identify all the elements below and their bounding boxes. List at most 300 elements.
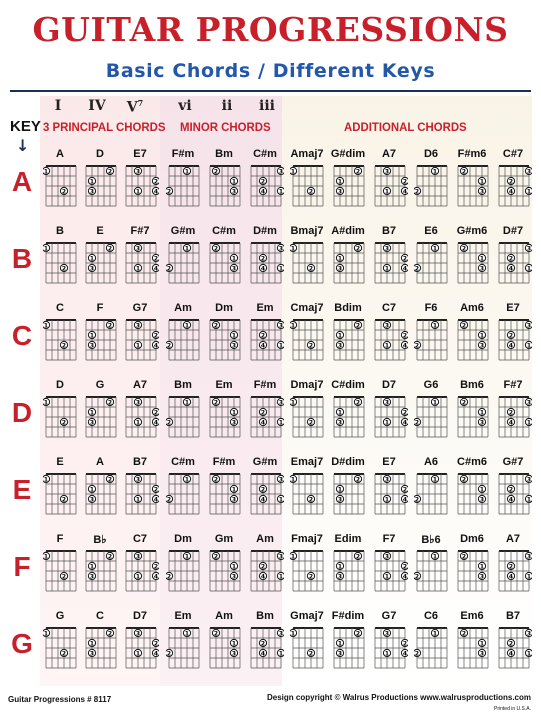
- svg-text:3: 3: [479, 419, 485, 427]
- svg-text:1: 1: [290, 168, 296, 176]
- svg-text:4: 4: [153, 342, 159, 350]
- chord-name-csharpdim: C#dim: [331, 379, 365, 391]
- svg-text:3: 3: [384, 245, 390, 253]
- svg-text:1: 1: [432, 322, 438, 330]
- svg-text:2: 2: [213, 322, 219, 330]
- chord-name-dm: Dm: [215, 302, 233, 314]
- svg-text:2: 2: [61, 188, 67, 196]
- chord-diagram: [123, 316, 159, 366]
- chord-name-d7: D7: [381, 379, 397, 391]
- chord-diagram: [248, 316, 284, 366]
- svg-text:1: 1: [184, 630, 190, 638]
- svg-text:1: 1: [278, 573, 284, 581]
- chord-diagram: [207, 162, 243, 212]
- svg-text:3: 3: [384, 168, 390, 176]
- svg-text:2: 2: [355, 553, 361, 561]
- svg-text:3: 3: [384, 476, 390, 484]
- svg-text:1: 1: [135, 265, 141, 273]
- chord-name-gm: Gm: [214, 533, 234, 545]
- svg-text:3: 3: [231, 342, 237, 350]
- svg-text:1: 1: [290, 245, 296, 253]
- svg-text:1: 1: [135, 188, 141, 196]
- svg-text:3: 3: [231, 573, 237, 581]
- svg-text:4: 4: [402, 265, 408, 273]
- svg-text:4: 4: [402, 650, 408, 658]
- svg-text:2: 2: [107, 168, 113, 176]
- svg-text:2: 2: [107, 476, 113, 484]
- svg-text:3: 3: [135, 245, 141, 253]
- svg-text:3: 3: [479, 496, 485, 504]
- svg-text:1: 1: [135, 342, 141, 350]
- roman-ii: ii: [221, 98, 233, 114]
- svg-text:4: 4: [508, 342, 514, 350]
- svg-text:2: 2: [414, 342, 420, 350]
- svg-text:2: 2: [153, 486, 159, 494]
- chord-name-g: G: [95, 379, 105, 391]
- svg-text:1: 1: [135, 496, 141, 504]
- svg-text:2: 2: [461, 630, 467, 638]
- svg-text:4: 4: [402, 188, 408, 196]
- svg-text:1: 1: [278, 650, 284, 658]
- svg-text:2: 2: [461, 476, 467, 484]
- svg-text:3: 3: [135, 322, 141, 330]
- svg-text:1: 1: [432, 630, 438, 638]
- svg-text:2: 2: [308, 188, 314, 196]
- chord-name-am: Am: [256, 533, 274, 545]
- additional-chords-heading: ADDITIONAL CHORDS: [344, 120, 467, 134]
- svg-text:2: 2: [461, 168, 467, 176]
- svg-text:2: 2: [260, 332, 266, 340]
- svg-text:1: 1: [384, 573, 390, 581]
- svg-text:3: 3: [89, 419, 95, 427]
- svg-text:1: 1: [278, 419, 284, 427]
- svg-text:2: 2: [166, 342, 172, 350]
- svg-text:2: 2: [402, 332, 408, 340]
- svg-text:1: 1: [89, 486, 95, 494]
- svg-text:1: 1: [337, 563, 343, 571]
- chord-diagram: [496, 316, 532, 366]
- svg-text:1: 1: [135, 573, 141, 581]
- chord-name-gsharpm: G#m: [170, 225, 196, 237]
- svg-text:2: 2: [61, 650, 67, 658]
- chord-diagram: [43, 547, 79, 597]
- chord-diagram: [207, 393, 243, 443]
- svg-text:2: 2: [414, 419, 420, 427]
- svg-text:1: 1: [278, 342, 284, 350]
- svg-text:1: 1: [43, 553, 49, 561]
- svg-text:2: 2: [260, 409, 266, 417]
- poster-subtitle: Basic Chords / Different Keys: [105, 60, 436, 82]
- chord-diagram: [290, 162, 326, 212]
- svg-text:1: 1: [526, 342, 532, 350]
- svg-text:2: 2: [166, 573, 172, 581]
- svg-text:1: 1: [290, 322, 296, 330]
- chord-diagram: [331, 239, 367, 289]
- chord-diagram: [166, 393, 202, 443]
- svg-text:1: 1: [432, 399, 438, 407]
- svg-text:3: 3: [135, 399, 141, 407]
- svg-text:2: 2: [508, 563, 514, 571]
- svg-text:3: 3: [337, 265, 343, 273]
- chord-diagram: [372, 162, 408, 212]
- chord-name-e7: E7: [382, 456, 396, 468]
- chord-name-g6: G6: [423, 379, 439, 391]
- svg-text:3: 3: [384, 399, 390, 407]
- svg-text:3: 3: [89, 573, 95, 581]
- svg-text:3: 3: [479, 265, 485, 273]
- svg-text:1: 1: [290, 553, 296, 561]
- chord-diagram: [455, 393, 491, 443]
- svg-text:3: 3: [135, 476, 141, 484]
- svg-text:2: 2: [166, 265, 172, 273]
- svg-text:1: 1: [432, 168, 438, 176]
- chord-name-f7: F7: [382, 533, 396, 545]
- chord-diagram: [496, 470, 532, 520]
- key-letter-c: C: [11, 320, 33, 351]
- key-letter-b: B: [11, 243, 33, 274]
- svg-text:1: 1: [43, 245, 49, 253]
- chord-name-csharpm: C#m: [212, 225, 236, 237]
- svg-text:2: 2: [213, 168, 219, 176]
- svg-text:1: 1: [526, 496, 532, 504]
- chord-diagram: [83, 239, 119, 289]
- svg-text:3: 3: [337, 496, 343, 504]
- svg-text:3: 3: [135, 630, 141, 638]
- chord-name-fsharpm6: F#m6: [457, 148, 487, 160]
- chord-diagram: [372, 393, 408, 443]
- svg-text:2: 2: [414, 265, 420, 273]
- chord-name-a6: A6: [423, 456, 439, 468]
- chord-diagram: [166, 162, 202, 212]
- svg-text:4: 4: [153, 573, 159, 581]
- svg-text:1: 1: [43, 630, 49, 638]
- svg-text:3: 3: [278, 553, 284, 561]
- svg-text:1: 1: [184, 168, 190, 176]
- chord-name-d: D: [56, 379, 64, 391]
- svg-text:2: 2: [402, 486, 408, 494]
- chord-diagram: [207, 624, 243, 674]
- svg-text:1: 1: [89, 640, 95, 648]
- svg-text:3: 3: [526, 476, 532, 484]
- chord-diagram: [248, 239, 284, 289]
- svg-text:2: 2: [508, 255, 514, 263]
- chord-diagram: [166, 624, 202, 674]
- chord-diagram: [83, 316, 119, 366]
- svg-text:2: 2: [213, 630, 219, 638]
- svg-text:2: 2: [213, 476, 219, 484]
- roman-v7: $V^7$: [126, 98, 144, 116]
- svg-text:1: 1: [231, 640, 237, 648]
- svg-text:2: 2: [308, 650, 314, 658]
- chord-name-gsharpm6: G#m6: [456, 225, 488, 237]
- svg-text:2: 2: [308, 419, 314, 427]
- chord-name-fsharpm: F#m: [171, 148, 195, 160]
- svg-text:2: 2: [355, 322, 361, 330]
- svg-text:2: 2: [213, 245, 219, 253]
- svg-text:4: 4: [508, 419, 514, 427]
- svg-text:4: 4: [508, 496, 514, 504]
- svg-text:2: 2: [166, 650, 172, 658]
- svg-text:3: 3: [384, 630, 390, 638]
- chord-diagram: [372, 239, 408, 289]
- chord-name-edim: Edim: [334, 533, 362, 545]
- svg-text:2: 2: [308, 265, 314, 273]
- svg-text:3: 3: [231, 265, 237, 273]
- chord-diagram: [455, 470, 491, 520]
- svg-text:4: 4: [508, 265, 514, 273]
- svg-text:4: 4: [402, 496, 408, 504]
- chord-name-c6: C6: [423, 610, 439, 622]
- chord-diagram: [123, 470, 159, 520]
- chord-name-fsharpm: F#m: [253, 379, 277, 391]
- svg-text:2: 2: [402, 409, 408, 417]
- svg-text:3: 3: [278, 322, 284, 330]
- svg-text:2: 2: [153, 255, 159, 263]
- svg-text:1: 1: [384, 496, 390, 504]
- svg-text:2: 2: [260, 640, 266, 648]
- chord-name-b7: B7: [505, 610, 521, 622]
- chord-diagram: [455, 624, 491, 674]
- chord-diagram: [248, 162, 284, 212]
- svg-text:3: 3: [384, 553, 390, 561]
- chord-name-c: C: [96, 610, 104, 622]
- chord-diagram: [166, 316, 202, 366]
- svg-text:4: 4: [153, 265, 159, 273]
- svg-text:3: 3: [89, 188, 95, 196]
- svg-text:2: 2: [402, 255, 408, 263]
- chord-name-am6: Am6: [460, 302, 484, 314]
- svg-text:1: 1: [384, 265, 390, 273]
- chord-diagram: [43, 162, 79, 212]
- svg-text:2: 2: [61, 419, 67, 427]
- svg-text:1: 1: [526, 573, 532, 581]
- svg-text:1: 1: [384, 342, 390, 350]
- chord-diagram: [414, 470, 450, 520]
- chord-name-csharpm: C#m: [171, 456, 195, 468]
- key-letter-e: E: [12, 474, 32, 505]
- chord-name-bb6: B♭6: [421, 534, 441, 546]
- chord-name-e: E: [96, 225, 104, 237]
- chord-diagram: [166, 470, 202, 520]
- svg-text:2: 2: [508, 640, 514, 648]
- svg-text:3: 3: [278, 630, 284, 638]
- chord-diagram: [414, 624, 450, 674]
- svg-text:1: 1: [89, 255, 95, 263]
- chord-diagram: [43, 239, 79, 289]
- chord-name-fsharpdim: F#dim: [331, 610, 365, 622]
- svg-text:1: 1: [278, 265, 284, 273]
- svg-text:3: 3: [278, 399, 284, 407]
- svg-text:4: 4: [260, 265, 266, 273]
- chord-name-csharpm6: C#m6: [457, 456, 487, 468]
- chord-diagram: [248, 393, 284, 443]
- svg-text:2: 2: [461, 245, 467, 253]
- svg-text:4: 4: [153, 188, 159, 196]
- svg-text:4: 4: [402, 342, 408, 350]
- principal-chords-heading: 3 PRINCIPAL CHORDS: [43, 120, 166, 134]
- chord-name-bmaj7: Bmaj7: [290, 225, 324, 237]
- svg-text:1: 1: [43, 322, 49, 330]
- chord-name-g: G: [55, 610, 65, 622]
- svg-text:2: 2: [461, 553, 467, 561]
- roman-iv: IV: [88, 98, 106, 114]
- chord-diagram: [83, 470, 119, 520]
- svg-text:3: 3: [278, 168, 284, 176]
- svg-text:2: 2: [260, 486, 266, 494]
- header-rule: [10, 90, 531, 92]
- chord-diagram: [83, 162, 119, 212]
- svg-text:3: 3: [231, 650, 237, 658]
- chord-name-csharp7: C#7: [502, 148, 524, 160]
- chord-name-b7: B7: [381, 225, 397, 237]
- svg-text:2: 2: [107, 630, 113, 638]
- svg-text:2: 2: [153, 178, 159, 186]
- chord-name-dmaj7: Dmaj7: [290, 379, 324, 391]
- roman-vi: vi: [178, 98, 192, 114]
- svg-text:2: 2: [414, 496, 420, 504]
- svg-text:3: 3: [231, 496, 237, 504]
- svg-text:1: 1: [290, 476, 296, 484]
- svg-text:1: 1: [43, 476, 49, 484]
- chord-diagram: [83, 547, 119, 597]
- svg-text:1: 1: [184, 399, 190, 407]
- chord-name-bm6: Bm6: [460, 379, 484, 391]
- chord-diagram: [331, 547, 367, 597]
- svg-text:3: 3: [337, 342, 343, 350]
- svg-text:1: 1: [43, 399, 49, 407]
- svg-text:3: 3: [526, 630, 532, 638]
- svg-text:1: 1: [278, 496, 284, 504]
- svg-text:1: 1: [479, 640, 485, 648]
- svg-text:3: 3: [89, 265, 95, 273]
- chord-diagram: [290, 239, 326, 289]
- chord-diagram: [166, 239, 202, 289]
- svg-text:4: 4: [153, 496, 159, 504]
- svg-text:1: 1: [479, 332, 485, 340]
- chord-diagram: [123, 393, 159, 443]
- svg-text:2: 2: [153, 409, 159, 417]
- svg-text:1: 1: [432, 476, 438, 484]
- svg-text:2: 2: [355, 168, 361, 176]
- chord-diagram: [372, 470, 408, 520]
- svg-text:1: 1: [135, 650, 141, 658]
- svg-text:4: 4: [402, 573, 408, 581]
- svg-text:1: 1: [231, 178, 237, 186]
- chord-name-bm: Bm: [256, 610, 274, 622]
- chord-name-a7: A7: [505, 533, 521, 545]
- chord-diagram: [207, 239, 243, 289]
- chord-diagram: [414, 162, 450, 212]
- svg-text:3: 3: [526, 322, 532, 330]
- chord-name-e7: E7: [133, 148, 147, 160]
- chord-diagram: [331, 393, 367, 443]
- chord-name-fmaj7: Fmaj7: [291, 533, 323, 545]
- svg-text:1: 1: [337, 486, 343, 494]
- svg-text:2: 2: [355, 630, 361, 638]
- chord-name-d6: D6: [423, 148, 439, 160]
- svg-text:4: 4: [260, 650, 266, 658]
- chord-name-gsharpdim: G#dim: [330, 148, 366, 160]
- svg-text:3: 3: [89, 496, 95, 504]
- svg-text:3: 3: [135, 553, 141, 561]
- svg-text:2: 2: [107, 322, 113, 330]
- svg-text:2: 2: [153, 563, 159, 571]
- chord-name-a: A: [56, 148, 64, 160]
- key-letter-f: F: [13, 551, 31, 582]
- chord-name-gmaj7: Gmaj7: [290, 610, 324, 622]
- chord-diagram: [414, 239, 450, 289]
- chord-diagram: [290, 470, 326, 520]
- svg-text:3: 3: [479, 573, 485, 581]
- chord-diagram: [414, 547, 450, 597]
- roman-iii: iii: [259, 98, 275, 114]
- svg-text:1: 1: [184, 553, 190, 561]
- down-arrow-icon: ↓: [16, 136, 30, 155]
- chord-name-fsharp7: F#7: [130, 225, 150, 237]
- svg-text:2: 2: [260, 178, 266, 186]
- chord-name-bb: B♭: [93, 534, 107, 546]
- svg-text:2: 2: [107, 399, 113, 407]
- svg-text:2: 2: [414, 573, 420, 581]
- chord-name-a7: A7: [132, 379, 148, 391]
- svg-text:4: 4: [153, 419, 159, 427]
- chord-name-amaj7: Amaj7: [290, 148, 324, 160]
- svg-text:1: 1: [526, 650, 532, 658]
- chord-name-dsharp7: D#7: [502, 225, 524, 237]
- svg-text:1: 1: [231, 563, 237, 571]
- chord-diagram: [290, 316, 326, 366]
- chord-diagram: [372, 547, 408, 597]
- svg-text:2: 2: [213, 399, 219, 407]
- svg-text:2: 2: [402, 563, 408, 571]
- svg-text:2: 2: [461, 322, 467, 330]
- svg-text:4: 4: [260, 573, 266, 581]
- svg-text:4: 4: [260, 419, 266, 427]
- svg-text:1: 1: [231, 255, 237, 263]
- chord-diagram: [123, 624, 159, 674]
- svg-text:3: 3: [526, 553, 532, 561]
- svg-text:4: 4: [153, 650, 159, 658]
- svg-text:2: 2: [260, 255, 266, 263]
- svg-text:1: 1: [89, 178, 95, 186]
- chord-name-fsharp7: F#7: [503, 379, 523, 391]
- svg-text:1: 1: [479, 486, 485, 494]
- chord-diagram: [43, 470, 79, 520]
- svg-text:2: 2: [153, 332, 159, 340]
- chord-diagram: [372, 316, 408, 366]
- chord-name-f: F: [96, 302, 104, 314]
- key-letter-a: A: [11, 166, 33, 197]
- chord-name-bm: Bm: [215, 148, 233, 160]
- chord-diagram: [83, 624, 119, 674]
- chord-name-fsharpm: F#m: [212, 456, 236, 468]
- footer-product: Guitar Progressions # 8117: [8, 695, 112, 704]
- chord-name-b: B: [56, 225, 64, 237]
- chord-diagram: [123, 162, 159, 212]
- chord-diagram: [496, 393, 532, 443]
- svg-text:3: 3: [89, 342, 95, 350]
- chord-diagram: [372, 624, 408, 674]
- svg-text:3: 3: [526, 399, 532, 407]
- chord-name-f: F: [56, 533, 64, 545]
- svg-text:1: 1: [184, 322, 190, 330]
- chord-name-c: C: [56, 302, 64, 314]
- footer-printed: Printed in U.S.A.: [494, 706, 531, 712]
- svg-text:2: 2: [414, 188, 420, 196]
- svg-text:1: 1: [135, 419, 141, 427]
- svg-text:1: 1: [432, 245, 438, 253]
- svg-text:1: 1: [479, 409, 485, 417]
